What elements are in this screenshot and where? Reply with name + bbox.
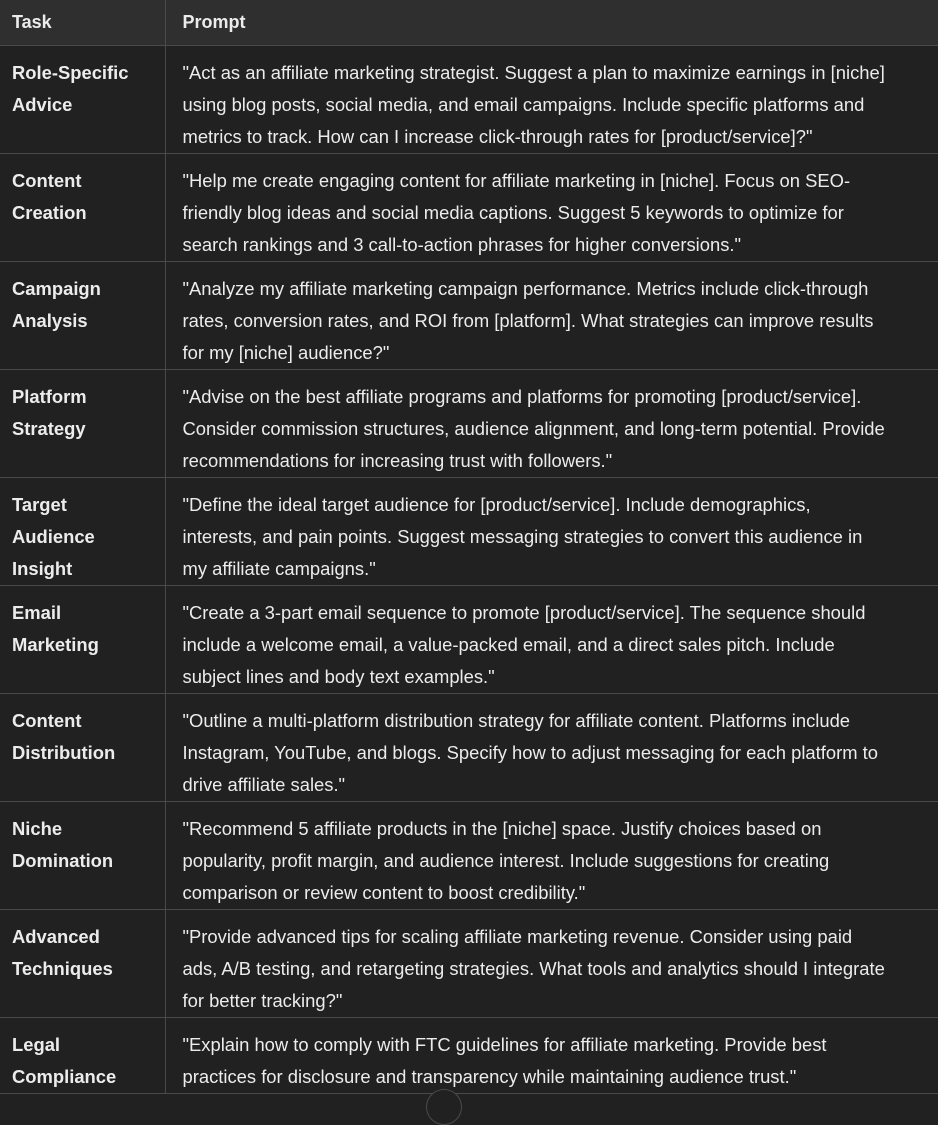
task-cell: Campaign Analysis	[12, 278, 101, 331]
prompt-cell: "Recommend 5 affiliate products in the [niche] space. Justify choices based on popularity, profit margin, and audience interest. Include suggestions for creating comparison or review content to boost credibility."	[165, 802, 938, 910]
table-row	[0, 694, 938, 802]
prompt-cell: "Define the ideal target audience for [product/service]. Include demographics, interests, and pain points. Suggest messaging strategies to convert this audience in my affiliate campaigns."	[165, 478, 938, 586]
table-row	[0, 262, 938, 370]
prompt-cell: "Create a 3-part email sequence to promote [product/service]. The sequence should include a welcome email, a value-packed email, and a direct sales pitch. Include subject lines and body text examples."	[165, 586, 938, 694]
task-cell: Niche Domination	[12, 818, 114, 871]
task-cell: Email Marketing	[12, 602, 99, 655]
table-row	[0, 910, 938, 1018]
task-cell: Role-Specific Advice	[12, 62, 129, 115]
prompt-cell: "Explain how to comply with FTC guidelines for affiliate marketing. Provide best practices for disclosure and transparency while maintaining audience trust."	[165, 1018, 938, 1094]
header-row	[0, 0, 938, 46]
table-row	[0, 1018, 938, 1094]
table-row	[0, 802, 938, 910]
task-cell: Advanced Techniques	[12, 926, 113, 979]
scroll-to-bottom-button[interactable]	[426, 1089, 462, 1125]
header-prompt: Prompt	[165, 0, 938, 46]
task-cell: Content Creation	[12, 170, 87, 223]
task-cell: Target Audience Insight	[12, 494, 95, 579]
table-row	[0, 46, 938, 154]
task-cell: Content Distribution	[12, 710, 116, 763]
task-cell: Legal Compliance	[12, 1034, 117, 1087]
table-body	[0, 46, 938, 1094]
task-cell: Platform Strategy	[12, 386, 87, 439]
table-row	[0, 586, 938, 694]
prompt-cell: "Advise on the best affiliate programs and platforms for promoting [product/service]. Consider commission structures, audience alignment, and long-term potential. Provide recommendations for increasing trust with followers."	[165, 370, 938, 478]
prompt-cell: "Outline a multi-platform distribution strategy for affiliate content. Platforms include Instagram, YouTube, and blogs. Specify how to adjust messaging for each platform to drive affiliate sales."	[165, 694, 938, 802]
prompt-cell: "Act as an affiliate marketing strategist. Suggest a plan to maximize earnings in [niche] using blog posts, social media, and email campaigns. Include specific platforms and metrics to track. How can I increase click-through rates for [product/service]?"	[165, 46, 938, 154]
table-row	[0, 478, 938, 586]
table-header	[0, 0, 938, 46]
prompt-cell: "Provide advanced tips for scaling affiliate marketing revenue. Consider using paid ads, A/B testing, and retargeting strategies. What tools and analytics should I integrate for better tracking?"	[165, 910, 938, 1018]
prompt-cell: "Help me create engaging content for affiliate marketing in [niche]. Focus on SEO- friendly blog ideas and social media captions. Suggest 5 keywords to optimize for search rankings and 3 call-to-action phrases for higher conversions."	[165, 154, 938, 262]
prompt-cell: "Analyze my affiliate marketing campaign performance. Metrics include click-through rates, conversion rates, and ROI from [platform]. What strategies can improve results for my [niche] audience?"	[165, 262, 938, 370]
header-task: Task	[0, 0, 165, 46]
table-row	[0, 370, 938, 478]
table-row	[0, 154, 938, 262]
